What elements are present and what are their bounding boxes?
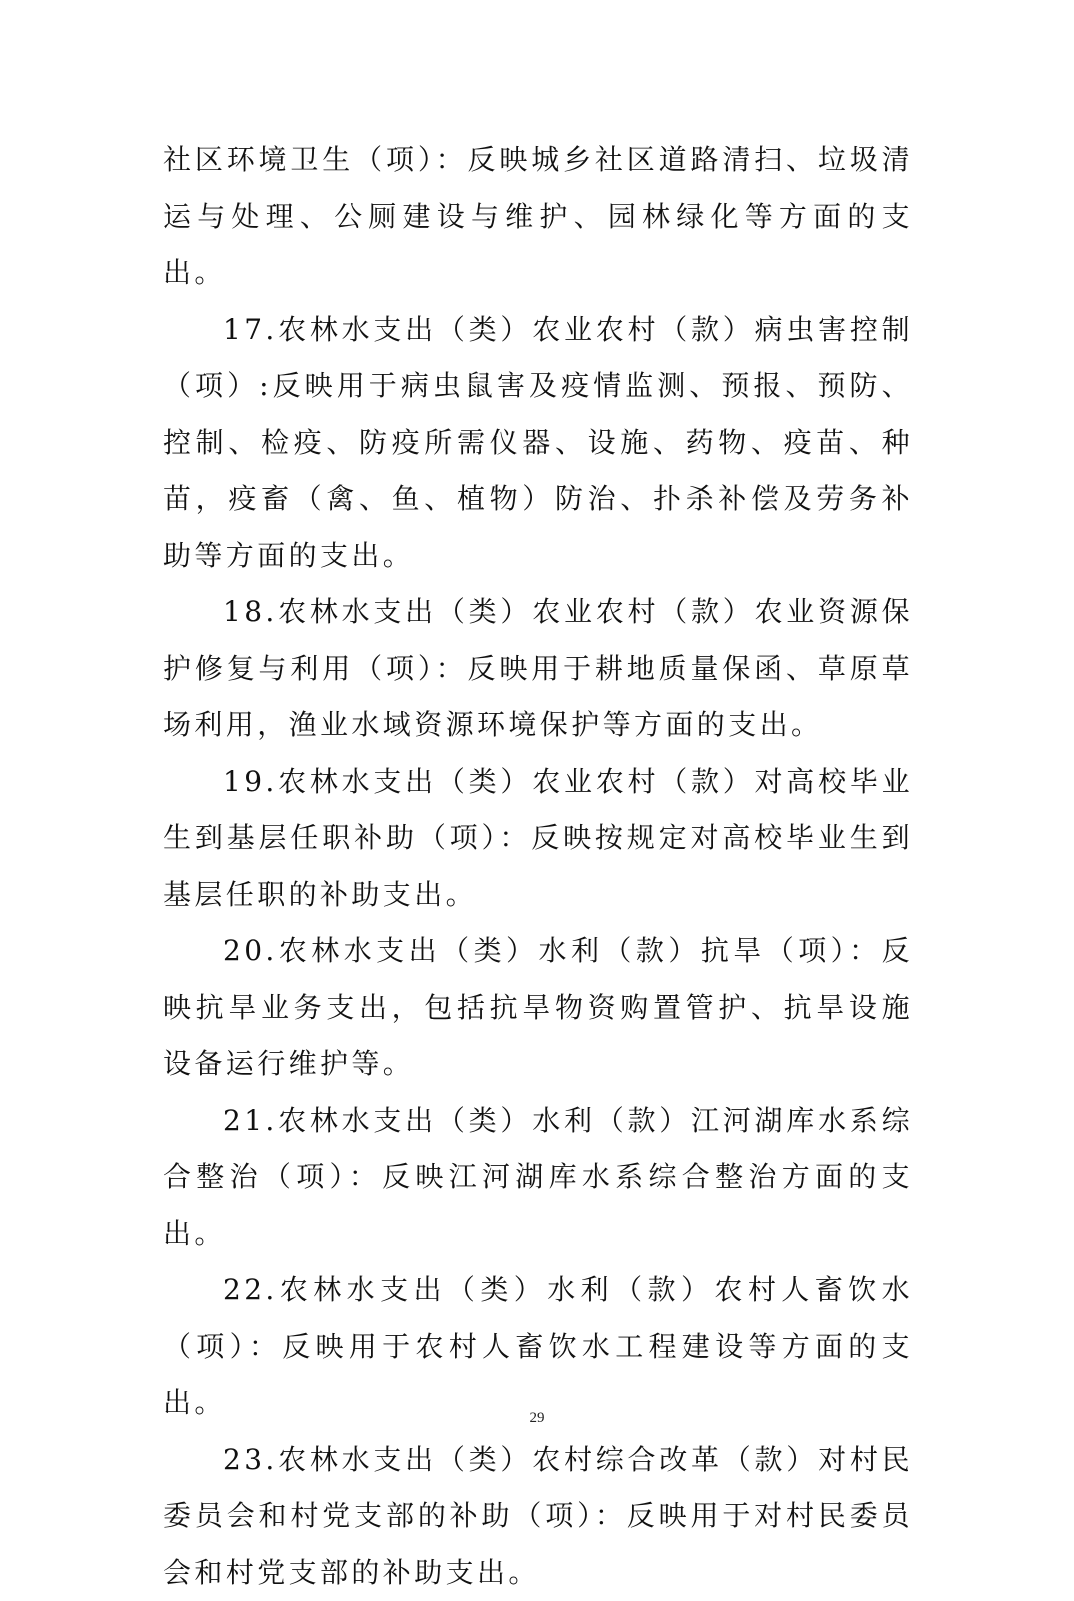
paragraph-item-20: 20.农林水支出（类）水利（款）抗旱（项）：反映抗旱业务支出，包括抗旱物资购置管护、抗旱设施设备运行维护等。 <box>163 923 913 1093</box>
paragraph-community-sanitation: 社区环境卫生（项）：反映城乡社区道路清扫、垃圾清运与处理、公厕建设与维护、园林绿化等方面的支出。 <box>163 132 913 302</box>
paragraph-item-22: 22.农林水支出（类）水利（款）农村人畜饮水（项）：反映用于农村人畜饮水工程建设等方面的支出。 <box>163 1262 913 1432</box>
paragraph-item-23: 23.农林水支出（类）农村综合改革（款）对村民委员会和村党支部的补助（项）：反映用于对村民委员会和村党支部的补助支出。 <box>163 1432 913 1601</box>
paragraph-item-21: 21.农林水支出（类）水利（款）江河湖库水系综合整治（项）：反映江河湖库水系综合整治方面的支出。 <box>163 1093 913 1263</box>
page-number: 29 <box>0 1410 1074 1427</box>
paragraph-item-17: 17.农林水支出（类）农业农村（款）病虫害控制（项）:反映用于病虫鼠害及疫情监测、预报、预防、控制、检疫、防疫所需仪器、设施、药物、疫苗、种苗，疫畜（禽、鱼、植物）防治、扑杀补偿及劳务补助等方面的支出。 <box>163 302 913 585</box>
paragraph-item-19: 19.农林水支出（类）农业农村（款）对高校毕业生到基层任职补助（项）：反映按规定对高校毕业生到基层任职的补助支出。 <box>163 754 913 924</box>
paragraph-item-18: 18.农林水支出（类）农业农村（款）农业资源保护修复与利用（项）：反映用于耕地质量保函、草原草场利用，渔业水域资源环境保护等方面的支出。 <box>163 584 913 754</box>
document-body <box>163 132 913 1601</box>
